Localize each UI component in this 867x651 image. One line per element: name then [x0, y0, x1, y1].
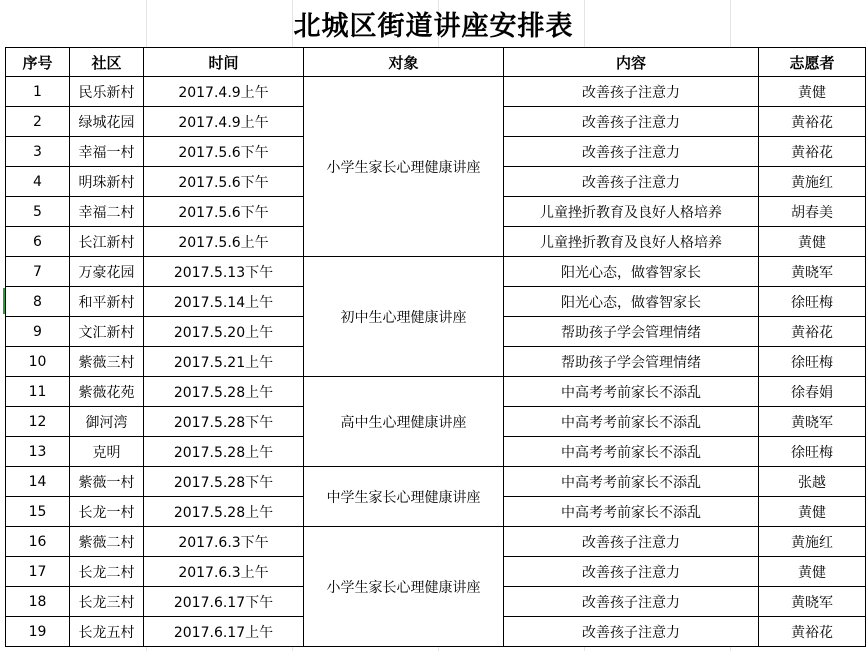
cell-time[interactable]: 2017.6.3上午: [144, 557, 304, 587]
cell-audience-group[interactable]: 中学生家长心理健康讲座: [304, 467, 504, 527]
cell-community[interactable]: 长龙二村: [70, 557, 144, 587]
table-row: [6, 377, 866, 407]
cell-volunteer[interactable]: 黄健: [759, 227, 866, 257]
cell-content[interactable]: 改善孩子注意力: [504, 527, 759, 557]
cell-community[interactable]: 文汇新村: [70, 317, 144, 347]
header-no[interactable]: 序号: [6, 48, 70, 77]
cell-volunteer[interactable]: 胡春美: [759, 197, 866, 227]
cell-time[interactable]: 2017.4.9上午: [144, 77, 304, 107]
cell-no[interactable]: 12: [6, 407, 70, 437]
cell-community[interactable]: 幸福一村: [70, 137, 144, 167]
cell-time[interactable]: 2017.6.3下午: [144, 527, 304, 557]
cell-time[interactable]: 2017.5.20上午: [144, 317, 304, 347]
cell-content[interactable]: 改善孩子注意力: [504, 167, 759, 197]
cell-community[interactable]: 克明: [70, 437, 144, 467]
cell-volunteer[interactable]: 黄裕花: [759, 317, 866, 347]
cell-content[interactable]: 中高考考前家长不添乱: [504, 467, 759, 497]
cell-time[interactable]: 2017.5.14上午: [144, 287, 304, 317]
cell-no[interactable]: 10: [6, 347, 70, 377]
cell-content[interactable]: 阳光心态，做睿智家长: [504, 287, 759, 317]
sheet-title[interactable]: 北城区街道讲座安排表: [293, 11, 574, 42]
cell-no[interactable]: 6: [6, 227, 70, 257]
cell-audience-group[interactable]: 高中生心理健康讲座: [304, 377, 504, 467]
cell-time[interactable]: 2017.4.9上午: [144, 107, 304, 137]
header-row: [6, 48, 866, 77]
cell-content[interactable]: 改善孩子注意力: [504, 617, 759, 647]
cell-volunteer[interactable]: 徐春娟: [759, 377, 866, 407]
cell-volunteer[interactable]: 徐旺梅: [759, 437, 866, 467]
cell-volunteer[interactable]: 黄裕花: [759, 107, 866, 137]
cell-no[interactable]: 2: [6, 107, 70, 137]
cell-community[interactable]: 紫薇花苑: [70, 377, 144, 407]
cell-community[interactable]: 幸福二村: [70, 197, 144, 227]
cell-time[interactable]: 2017.5.21上午: [144, 347, 304, 377]
cell-content[interactable]: 儿童挫折教育及良好人格培养: [504, 197, 759, 227]
cell-no[interactable]: 16: [6, 527, 70, 557]
cell-content[interactable]: 中高考考前家长不添乱: [504, 497, 759, 527]
cell-content[interactable]: 帮助孩子学会管理情绪: [504, 317, 759, 347]
schedule-table: [5, 47, 866, 647]
cell-volunteer[interactable]: 黄裕花: [759, 137, 866, 167]
header-audience[interactable]: 对象: [304, 48, 504, 77]
cell-community[interactable]: 御河湾: [70, 407, 144, 437]
cell-no[interactable]: 4: [6, 167, 70, 197]
cell-no[interactable]: 19: [6, 617, 70, 647]
table-row: [6, 467, 866, 497]
cell-community[interactable]: 和平新村: [70, 287, 144, 317]
cell-no[interactable]: 3: [6, 137, 70, 167]
cell-content[interactable]: 帮助孩子学会管理情绪: [504, 347, 759, 377]
cell-volunteer[interactable]: 黄施红: [759, 527, 866, 557]
cell-no[interactable]: 18: [6, 587, 70, 617]
cell-content[interactable]: 儿童挫折教育及良好人格培养: [504, 227, 759, 257]
cell-no[interactable]: 7: [6, 257, 70, 287]
cell-content[interactable]: 中高考考前家长不添乱: [504, 437, 759, 467]
cell-content[interactable]: 中高考考前家长不添乱: [504, 377, 759, 407]
cell-content[interactable]: 阳光心态，做睿智家长: [504, 257, 759, 287]
cell-content[interactable]: 中高考考前家长不添乱: [504, 407, 759, 437]
cell-no[interactable]: 1: [6, 77, 70, 107]
cell-volunteer[interactable]: 黄健: [759, 77, 866, 107]
cell-community[interactable]: 长龙三村: [70, 587, 144, 617]
cell-no[interactable]: 9: [6, 317, 70, 347]
cell-volunteer[interactable]: 张越: [759, 467, 866, 497]
cell-volunteer[interactable]: 黄晓军: [759, 407, 866, 437]
cell-community[interactable]: 明珠新村: [70, 167, 144, 197]
cell-volunteer[interactable]: 黄施红: [759, 167, 866, 197]
cell-community[interactable]: 万豪花园: [70, 257, 144, 287]
cell-no[interactable]: 17: [6, 557, 70, 587]
cell-time[interactable]: 2017.6.17下午: [144, 587, 304, 617]
cell-volunteer[interactable]: 黄晓军: [759, 587, 866, 617]
header-time[interactable]: 时间: [144, 48, 304, 77]
cell-no[interactable]: 13: [6, 437, 70, 467]
cell-audience-group[interactable]: 初中生心理健康讲座: [304, 257, 504, 377]
cell-volunteer[interactable]: 黄裕花: [759, 617, 866, 647]
cell-volunteer[interactable]: 黄健: [759, 497, 866, 527]
header-community[interactable]: 社区: [70, 48, 144, 77]
cell-community[interactable]: 紫薇一村: [70, 467, 144, 497]
table-row: [6, 257, 866, 287]
cell-time[interactable]: 2017.5.13下午: [144, 257, 304, 287]
cell-content[interactable]: 改善孩子注意力: [504, 77, 759, 107]
cell-community[interactable]: 长江新村: [70, 227, 144, 257]
cell-volunteer[interactable]: 徐旺梅: [759, 347, 866, 377]
cell-no[interactable]: 11: [6, 377, 70, 407]
cell-time[interactable]: 2017.5.6上午: [144, 227, 304, 257]
cell-community[interactable]: 长龙一村: [70, 497, 144, 527]
cell-community[interactable]: 长龙五村: [70, 617, 144, 647]
cell-community[interactable]: 紫薇三村: [70, 347, 144, 377]
cell-no[interactable]: 15: [6, 497, 70, 527]
cell-time[interactable]: 2017.5.28上午: [144, 377, 304, 407]
table-row: [6, 527, 866, 557]
header-content[interactable]: 内容: [504, 48, 759, 77]
table-row: [6, 77, 866, 107]
cell-time[interactable]: 2017.6.17上午: [144, 617, 304, 647]
cell-no[interactable]: 5: [6, 197, 70, 227]
cell-time[interactable]: 2017.5.28上午: [144, 497, 304, 527]
cell-content[interactable]: 改善孩子注意力: [504, 137, 759, 167]
cell-volunteer[interactable]: 黄晓军: [759, 257, 866, 287]
cell-audience-group[interactable]: 小学生家长心理健康讲座: [304, 77, 504, 257]
cell-community[interactable]: 民乐新村: [70, 77, 144, 107]
cell-no[interactable]: 8: [6, 287, 70, 317]
cell-time[interactable]: 2017.5.28下午: [144, 407, 304, 437]
cell-audience-group[interactable]: 小学生家长心理健康讲座: [304, 527, 504, 647]
cell-time[interactable]: 2017.5.6下午: [144, 197, 304, 227]
header-volunteer[interactable]: 志愿者: [759, 48, 866, 77]
cell-content[interactable]: 改善孩子注意力: [504, 557, 759, 587]
cell-content[interactable]: 改善孩子注意力: [504, 587, 759, 617]
cell-community[interactable]: 紫薇二村: [70, 527, 144, 557]
cell-time[interactable]: 2017.5.28上午: [144, 437, 304, 467]
cell-time[interactable]: 2017.5.28下午: [144, 467, 304, 497]
cell-volunteer[interactable]: 黄健: [759, 557, 866, 587]
cell-time[interactable]: 2017.5.6下午: [144, 137, 304, 167]
cell-content[interactable]: 改善孩子注意力: [504, 107, 759, 137]
cell-time[interactable]: 2017.5.6下午: [144, 167, 304, 197]
cell-volunteer[interactable]: 徐旺梅: [759, 287, 866, 317]
cell-community[interactable]: 绿城花园: [70, 107, 144, 137]
cell-no[interactable]: 14: [6, 467, 70, 497]
